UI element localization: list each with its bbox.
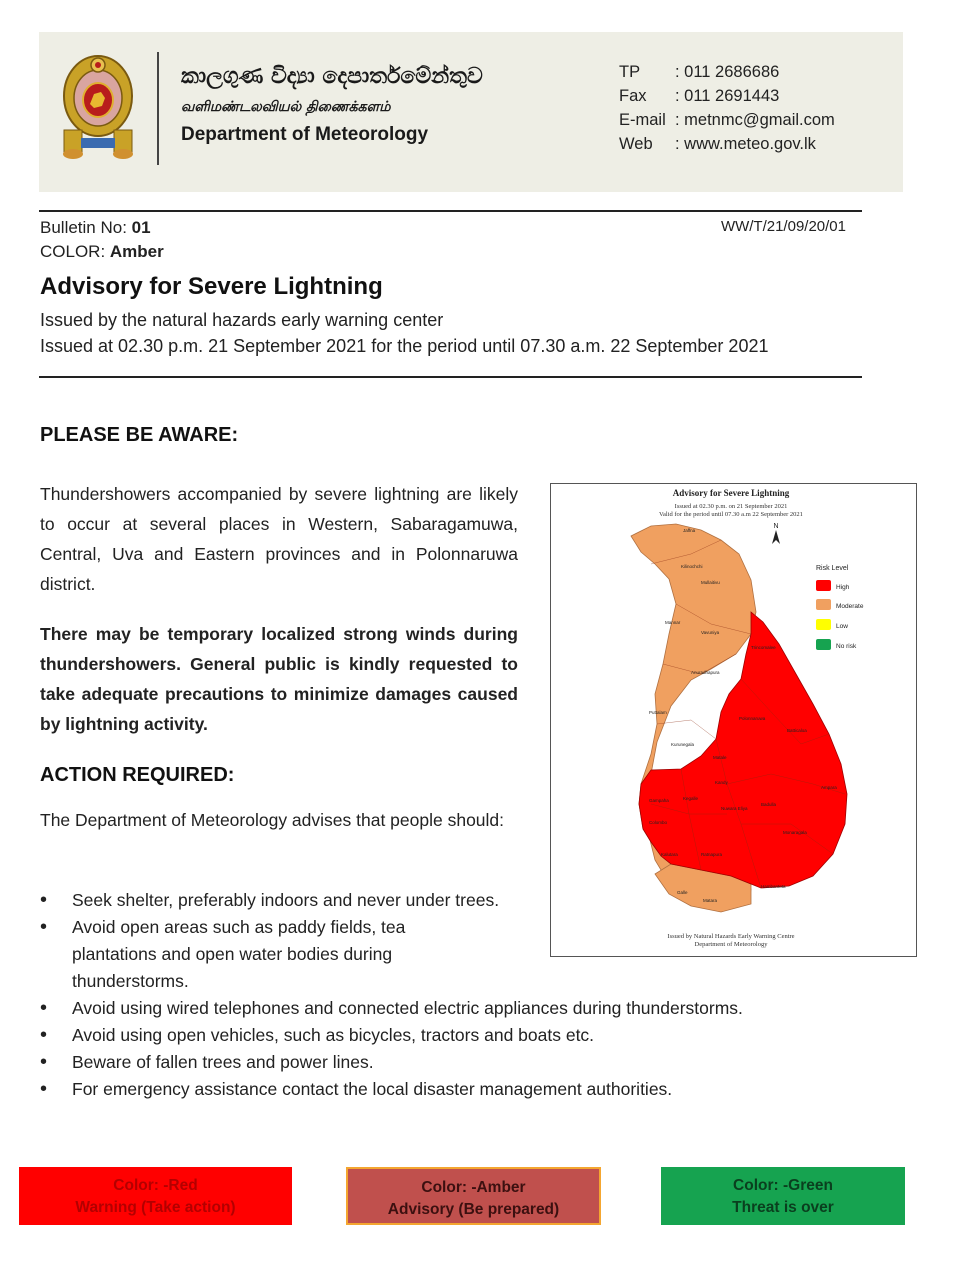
color-badge-green: [661, 1167, 905, 1225]
badge-line: Color: -Red: [113, 1177, 198, 1194]
contact-block: [619, 60, 835, 156]
district-label: Ampara: [821, 785, 837, 790]
district-label: Puttalam: [649, 710, 667, 715]
sri-lanka-emblem-icon: [61, 54, 135, 162]
department-name-sinhala: කාලගුණ විද්‍යා දෙපාර්තමේන්තුව: [181, 64, 483, 89]
bulletin-color-line: [40, 240, 164, 264]
contact-value: : 011 2686686: [675, 63, 780, 81]
legend-label: No risk: [836, 643, 857, 650]
aware-paragraph: Thundershowers accompanied by severe lightning are likely to occur at several places in Western, Sabaragamuwa, Central, Uva and Eastern provinces and in Polonnaruwa district.: [40, 484, 518, 594]
district-label: Colombo: [649, 820, 668, 825]
district-label: Kegalle: [683, 796, 699, 801]
district-label: Matara: [703, 898, 718, 903]
badge-line: Threat is over: [732, 1199, 834, 1216]
district-label: Mullaitivu: [701, 580, 720, 585]
district-label: Vavuniya: [701, 630, 720, 635]
district-label: Monaragala: [783, 830, 807, 835]
contact-value[interactable]: : www.meteo.gov.lk: [675, 135, 816, 153]
map-subtitle: Issued at 02.30 p.m. on 21 September 2021: [674, 503, 788, 510]
top-rule: [39, 210, 862, 212]
section-rule: [39, 376, 862, 378]
district-label: Hambantota: [761, 884, 786, 889]
color-badge-amber: [346, 1167, 601, 1225]
map-subtitle: Valid for the period until 07.30 a.m 22 September 2021: [659, 511, 803, 518]
please-be-aware-heading: PLEASE BE AWARE:: [40, 424, 239, 446]
risk-map: [550, 483, 917, 957]
legend-swatch-no-risk: [816, 639, 831, 650]
list-item: • Avoid using open vehicles, such as bicycles, tractors and boats etc.: [40, 1022, 743, 1049]
district-label: Jaffna: [683, 528, 696, 533]
issued-at: Issued at 02.30 p.m. 21 September 2021 for the period until 07.30 a.m. 22 September 2021: [40, 336, 769, 356]
district-label: Kalutara: [661, 852, 678, 857]
legend-title: Risk Level: [816, 565, 849, 572]
letterhead: [39, 32, 903, 192]
winds-paragraph: There may be temporary localized strong winds during thundershowers. General public is kindly requested to take adequate precautions to minimize damages caused by lightning activity.: [40, 624, 518, 734]
list-item: • Beware of fallen trees and power lines.: [40, 1049, 743, 1076]
list-item: • Avoid using wired telephones and connected electric appliances during thunderstorms.: [40, 995, 743, 1022]
district-label: Nuwara Eliya: [721, 806, 748, 811]
badge-line: Color: -Amber: [421, 1179, 526, 1196]
department-name-english: Department of Meteorology: [181, 124, 429, 145]
badge-line: Warning (Take action): [75, 1199, 236, 1216]
legend-label: High: [836, 584, 850, 591]
action-required-heading: ACTION REQUIRED:: [40, 764, 235, 786]
legend-swatch-low: [816, 619, 831, 630]
contact-value: : 011 2691443: [675, 87, 780, 105]
contact-label: Fax: [619, 87, 647, 105]
legend-label: Moderate: [836, 603, 864, 610]
department-name-block: [181, 62, 483, 148]
issued-by: Issued by the natural hazards early warning center: [40, 310, 444, 330]
legend-label: Low: [836, 623, 848, 630]
header-divider: [157, 52, 159, 165]
bulletin-reference: WW/T/21/09/20/01: [720, 218, 846, 235]
district-label: Kandy: [715, 780, 728, 785]
department-name-tamil: வளிமண்டலவியல் திணைக்களம்: [181, 99, 391, 115]
contact-row-web: [619, 132, 835, 156]
bulletin-number-line: [40, 216, 164, 240]
issued-block: [40, 307, 768, 359]
contact-row-email: [619, 108, 835, 132]
bulletin-meta: [40, 216, 164, 264]
north-label: N: [773, 523, 779, 530]
contact-label: TP: [619, 63, 641, 81]
district-label: Galle: [677, 890, 688, 895]
district-label: Badulla: [761, 802, 777, 807]
district-label: Ratnapura: [701, 852, 723, 857]
district-label: Matale: [713, 755, 727, 760]
legend-swatch-moderate: [816, 599, 831, 610]
district-label: Kurunegala: [671, 742, 695, 747]
contact-row-fax: [619, 84, 835, 108]
badge-line: Advisory (Be prepared): [387, 1201, 560, 1218]
contact-label: Web: [619, 135, 653, 153]
north-arrow-icon: [772, 523, 780, 544]
list-item: • Avoid open areas such as paddy fields, tea plantations and open water bodies during thunderstorms.: [40, 914, 480, 995]
district-label: Polonnaruwa: [739, 716, 766, 721]
contact-row-phone: [619, 60, 835, 84]
district-label: Trincomalee: [751, 645, 776, 650]
bulletin-color-label: COLOR:: [40, 242, 110, 261]
legend-swatch-high: [816, 580, 831, 591]
bulletin-color: Amber: [109, 242, 164, 261]
list-item: • For emergency assistance contact the local disaster management authorities.: [40, 1076, 743, 1103]
contact-value[interactable]: : metnmc@gmail.com: [675, 111, 835, 129]
district-label: Kilinochchi: [681, 564, 703, 569]
advisory-title: Advisory for Severe Lightning: [40, 273, 383, 300]
district-label: Batticaloa: [787, 728, 807, 733]
district-label: Mannar: [665, 620, 681, 625]
color-badge-red: [19, 1167, 292, 1225]
map-footer: Department of Meteorology: [694, 941, 768, 948]
badge-line: Color: -Green: [733, 1177, 833, 1194]
map-legend: [816, 565, 864, 650]
district-label: Gampaha: [649, 798, 669, 803]
action-intro: The Department of Meteorology advises that people should:: [40, 810, 505, 830]
district-label: Anuradhapura: [691, 670, 720, 675]
bulletin-number: 01: [131, 218, 151, 237]
contact-label: E-mail: [619, 111, 666, 129]
map-footer: Issued by Natural Hazards Early Warning Centre: [667, 933, 795, 940]
list-item: • Seek shelter, preferably indoors and never under trees.: [40, 887, 518, 914]
map-title: Advisory for Severe Lightning: [672, 488, 790, 498]
bulletin-number-label: Bulletin No:: [40, 218, 132, 237]
